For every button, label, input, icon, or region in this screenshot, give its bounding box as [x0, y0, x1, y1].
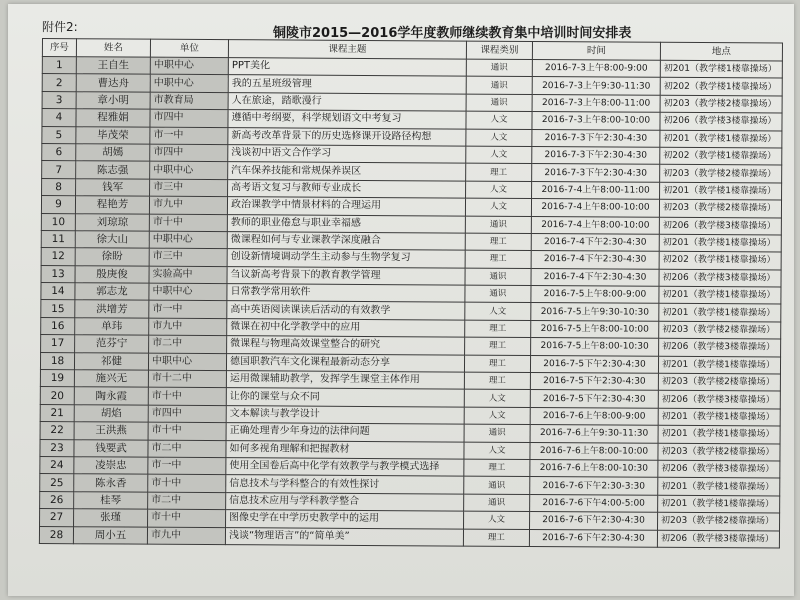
column-header-no: 序号 [42, 39, 76, 57]
place-cell: 初206（教学楼3楼靠操场） [660, 112, 782, 130]
unit-cell: 市教育局 [150, 92, 228, 110]
row-number-cell: 24 [40, 456, 74, 474]
teacher-name-cell: 胡嫣 [76, 144, 150, 162]
time-cell: 2016-7-6上午8:00-10:00 [530, 442, 658, 460]
course-category-cell: 理工 [465, 250, 531, 268]
unit-cell: 市四中 [150, 144, 228, 162]
place-cell: 初201（教学楼1楼靠操场） [658, 425, 780, 443]
course-topic-cell: 如何多视角理解和把握教材 [226, 440, 464, 459]
unit-cell: 中职中心 [150, 162, 228, 180]
place-cell: 初203（教学楼2楼靠操场） [660, 95, 782, 113]
row-number-cell: 23 [40, 439, 74, 457]
unit-cell: 市一中 [148, 457, 226, 475]
row-number-cell: 11 [41, 230, 75, 248]
place-cell: 初201（教学楼1楼靠操场） [660, 60, 782, 78]
unit-cell: 市二中 [148, 440, 226, 458]
course-category-cell: 理工 [466, 163, 532, 181]
course-topic-cell: 图像史学在中学历史教学中的运用 [226, 510, 464, 529]
time-cell: 2016-7-3上午8:00-10:00 [532, 112, 660, 130]
course-topic-cell: 高中英语阅读课读后活动的有效教学 [227, 301, 465, 320]
course-topic-cell: 汽车保养技能和常规保养误区 [228, 162, 466, 181]
document-title: 铜陵市2015—2016学年度教师继续教育集中培训时间安排表 [273, 26, 632, 41]
place-cell: 初203（教学楼2楼靠操场） [658, 443, 780, 461]
course-topic-cell: 浅谈“物理语言”的“简单美” [225, 527, 463, 546]
teacher-name-cell: 王洪燕 [74, 422, 148, 440]
time-cell: 2016-7-3下午2:30-4:30 [532, 129, 660, 147]
row-number-cell: 3 [42, 91, 76, 109]
row-number-cell: 27 [40, 509, 74, 527]
unit-cell: 实验高中 [149, 266, 227, 284]
course-topic-cell: 我的五星班级管理 [228, 75, 466, 94]
course-topic-cell: 微课程如何与专业课教学深度融合 [227, 232, 465, 251]
course-category-cell: 理工 [464, 459, 530, 477]
teacher-name-cell: 陶永霞 [74, 387, 148, 405]
teacher-name-cell: 张瑾 [74, 509, 148, 527]
place-cell: 初202（教学楼1楼靠操场） [660, 78, 782, 96]
unit-cell: 中职中心 [149, 283, 227, 301]
time-cell: 2016-7-3下午2:30-4:30 [532, 164, 660, 182]
place-cell: 初203（教学楼2楼靠操场） [658, 373, 780, 391]
course-category-cell: 理工 [464, 372, 530, 390]
teacher-name-cell: 郭志龙 [75, 283, 149, 301]
time-cell: 2016-7-5下午2:30-4:30 [530, 373, 658, 391]
place-cell: 初206（教学楼3楼靠操场） [659, 269, 781, 287]
unit-cell: 市九中 [149, 318, 227, 336]
course-category-cell: 通识 [464, 476, 530, 494]
teacher-name-cell: 祁健 [74, 352, 148, 370]
course-category-cell: 人文 [466, 129, 532, 147]
place-cell: 初202（教学楼1楼靠操场） [659, 252, 781, 270]
time-cell: 2016-7-4下午2:30-4:30 [531, 251, 659, 269]
time-cell: 2016-7-3上午9:30-11:30 [532, 77, 660, 95]
time-cell: 2016-7-5上午8:00-10:30 [531, 338, 659, 356]
course-topic-cell: 信息技术与学科整合的有效性探讨 [226, 475, 464, 494]
time-cell: 2016-7-4上午8:00-11:00 [532, 181, 660, 199]
time-cell: 2016-7-5下午2:30-4:30 [530, 390, 658, 408]
teacher-name-cell: 王自生 [76, 57, 150, 75]
course-topic-cell: 浅谈初中语文合作学习 [228, 145, 466, 164]
place-cell: 初201（教学楼1楼靠操场） [658, 408, 780, 426]
course-topic-cell: 使用全国卷后高中化学有效教学与教学模式选择 [226, 458, 464, 477]
course-topic-cell: 刍议新高考背景下的教育教学管理 [227, 266, 465, 285]
course-category-cell: 通识 [466, 94, 532, 112]
row-number-cell: 25 [40, 474, 74, 492]
course-topic-cell: 正确处理青少年身边的法律问题 [226, 423, 464, 442]
teacher-name-cell: 曹达舟 [76, 74, 150, 92]
course-category-cell: 人文 [466, 146, 532, 164]
time-cell: 2016-7-5上午8:00-9:00 [531, 286, 659, 304]
teacher-name-cell: 程雅娟 [76, 109, 150, 127]
time-cell: 2016-7-4上午8:00-10:00 [531, 199, 659, 217]
course-topic-cell: 教师的职业倦怠与职业幸福感 [227, 214, 465, 233]
course-topic-cell: 微课程与物理高效课堂整合的研究 [227, 336, 465, 355]
place-cell: 初206（教学楼3楼靠操场） [657, 530, 779, 548]
teacher-name-cell: 周小五 [73, 526, 147, 544]
schedule-table [39, 38, 783, 548]
unit-cell: 市一中 [149, 301, 227, 319]
column-header-place: 地点 [660, 42, 782, 61]
row-number-cell: 7 [42, 161, 76, 179]
course-topic-cell: 文本解读与教学设计 [226, 405, 464, 424]
teacher-name-cell: 徐大山 [75, 231, 149, 249]
course-category-cell: 通识 [464, 494, 530, 512]
course-category-cell: 人文 [465, 303, 531, 321]
course-topic-cell: 政治课教学中情景材料的合理运用 [227, 197, 465, 216]
place-cell: 初202（教学楼1楼靠操场） [660, 147, 782, 165]
column-header-category: 课程类别 [466, 41, 532, 59]
course-category-cell: 人文 [465, 198, 531, 216]
time-cell: 2016-7-3上午8:00-11:00 [532, 94, 660, 112]
unit-cell: 市四中 [150, 109, 228, 127]
place-cell: 初201（教学楼1楼靠操场） [659, 304, 781, 322]
time-cell: 2016-7-5上午8:00-10:00 [531, 320, 659, 338]
teacher-name-cell: 凌崇忠 [74, 457, 148, 475]
unit-cell: 市十二中 [148, 370, 226, 388]
course-category-cell: 人文 [464, 407, 530, 425]
unit-cell: 市九中 [149, 196, 227, 214]
place-cell: 初201（教学楼1楼靠操场） [658, 478, 780, 496]
course-topic-cell: 信息技术应用与学科教学整合 [226, 492, 464, 511]
time-cell: 2016-7-4上午8:00-10:00 [531, 216, 659, 234]
teacher-name-cell: 徐盼 [75, 248, 149, 266]
column-header-topic: 课程主题 [228, 40, 466, 59]
time-cell: 2016-7-4下午2:30-4:30 [531, 233, 659, 251]
time-cell: 2016-7-4下午2:30-4:30 [531, 268, 659, 286]
course-category-cell: 通识 [466, 59, 532, 77]
unit-cell: 中职中心 [149, 231, 227, 249]
row-number-cell: 15 [41, 300, 75, 318]
time-cell: 2016-7-6上午9:30-11:30 [530, 425, 658, 443]
row-number-cell: 21 [40, 404, 74, 422]
row-number-cell: 12 [41, 248, 75, 266]
row-number-cell: 20 [40, 387, 74, 405]
unit-cell: 市九中 [147, 527, 225, 545]
unit-cell: 市三中 [150, 179, 228, 197]
teacher-name-cell: 范芬宁 [75, 335, 149, 353]
place-cell: 初201（教学楼1楼靠操场） [658, 356, 780, 374]
course-category-cell: 人文 [464, 390, 530, 408]
row-number-cell: 18 [40, 352, 74, 370]
row-number-cell: 13 [41, 265, 75, 283]
row-number-cell: 8 [42, 178, 76, 196]
unit-cell: 市三中 [149, 248, 227, 266]
row-number-cell: 28 [39, 526, 73, 544]
place-cell: 初201（教学楼1楼靠操场） [659, 286, 781, 304]
time-cell: 2016-7-5上午9:30-10:30 [531, 303, 659, 321]
course-category-cell: 理工 [465, 337, 531, 355]
course-category-cell: 通识 [466, 76, 532, 94]
unit-cell: 市一中 [150, 127, 228, 145]
unit-cell: 中职中心 [148, 353, 226, 371]
time-cell: 2016-7-3上午8:00-9:00 [532, 59, 660, 77]
time-cell: 2016-7-5下午2:30-4:30 [530, 355, 658, 373]
attachment-label: 附件2: [42, 20, 78, 34]
course-category-cell: 通识 [465, 285, 531, 303]
column-header-name: 姓名 [76, 39, 150, 57]
row-number-cell: 9 [41, 196, 75, 214]
row-number-cell: 5 [42, 126, 76, 144]
unit-cell: 市十中 [148, 509, 226, 527]
teacher-name-cell: 钱军 [76, 178, 150, 196]
course-topic-cell: 微课在初中化学教学中的应用 [227, 318, 465, 337]
teacher-name-cell: 毕茂荣 [76, 126, 150, 144]
teacher-name-cell: 刘琼琼 [75, 213, 149, 231]
course-topic-cell: PPT美化 [228, 58, 466, 77]
row-number-cell: 6 [42, 143, 76, 161]
place-cell: 初201（教学楼1楼靠操场） [660, 130, 782, 148]
place-cell: 初206（教学楼3楼靠操场） [658, 460, 780, 478]
row-number-cell: 10 [41, 213, 75, 231]
time-cell: 2016-7-6下午2:30-4:30 [529, 529, 657, 547]
place-cell: 初206（教学楼3楼靠操场） [659, 217, 781, 235]
course-topic-cell: 遵循中考纲要，科学规划语文中考复习 [228, 110, 466, 129]
teacher-name-cell: 钱要武 [74, 439, 148, 457]
course-topic-cell: 新高考改革背景下的历史选修课开设路径构想 [228, 127, 466, 146]
course-category-cell: 理工 [465, 233, 531, 251]
time-cell: 2016-7-6下午2:30-3:30 [530, 477, 658, 495]
place-cell: 初206（教学楼3楼靠操场） [659, 339, 781, 357]
column-header-unit: 单位 [150, 39, 228, 57]
course-category-cell: 人文 [466, 111, 532, 129]
unit-cell: 市二中 [149, 335, 227, 353]
place-cell: 初203（教学楼2楼靠操场） [659, 199, 781, 217]
place-cell: 初203（教学楼2楼靠操场） [659, 321, 781, 339]
unit-cell: 市十中 [148, 422, 226, 440]
time-cell: 2016-7-6上午8:00-9:00 [530, 407, 658, 425]
course-topic-cell: 德国职教汽车文化课程最新动态分享 [226, 353, 464, 372]
teacher-name-cell: 胡焰 [74, 405, 148, 423]
course-category-cell: 通识 [464, 424, 530, 442]
course-category-cell: 人文 [464, 442, 530, 460]
row-number-cell: 4 [42, 109, 76, 127]
course-category-cell: 理工 [464, 355, 530, 373]
teacher-name-cell: 程艳芳 [75, 196, 149, 214]
unit-cell: 中职中心 [150, 75, 228, 93]
row-number-cell: 1 [42, 57, 76, 75]
place-cell: 初201（教学楼1楼靠操场） [660, 182, 782, 200]
place-cell: 初201（教学楼1楼靠操场） [658, 495, 780, 513]
course-topic-cell: 让你的课堂与众不同 [226, 388, 464, 407]
unit-cell: 市十中 [148, 475, 226, 493]
row-number-cell: 22 [40, 422, 74, 440]
place-cell: 初201（教学楼1楼靠操场） [659, 234, 781, 252]
row-number-cell: 17 [41, 335, 75, 353]
row-number-cell: 26 [40, 491, 74, 509]
time-cell: 2016-7-6上午8:00-10:30 [530, 459, 658, 477]
teacher-name-cell: 陈志强 [76, 161, 150, 179]
teacher-name-cell: 桂琴 [74, 491, 148, 509]
place-cell: 初203（教学楼2楼靠操场） [658, 512, 780, 530]
unit-cell: 市四中 [148, 405, 226, 423]
course-category-cell: 通识 [465, 216, 531, 234]
teacher-name-cell: 殷庚俊 [75, 265, 149, 283]
course-topic-cell: 创设新情境调动学生主动参与生物学复习 [227, 249, 465, 268]
teacher-name-cell: 施兴无 [74, 370, 148, 388]
course-category-cell: 通识 [465, 268, 531, 286]
course-topic-cell: 高考语文复习与教师专业成长 [228, 179, 466, 198]
course-topic-cell: 人在旅途，踏歌漫行 [228, 92, 466, 111]
teacher-name-cell: 章小明 [76, 91, 150, 109]
unit-cell: 市十中 [149, 214, 227, 232]
unit-cell: 市二中 [148, 492, 226, 510]
course-category-cell: 人文 [466, 181, 532, 199]
row-number-cell: 16 [41, 317, 75, 335]
teacher-name-cell: 单玮 [75, 318, 149, 336]
unit-cell: 市十中 [148, 388, 226, 406]
course-category-cell: 理工 [465, 320, 531, 338]
column-header-time: 时间 [532, 41, 660, 60]
course-topic-cell: 日常教学常用软件 [227, 284, 465, 303]
place-cell: 初206（教学楼3楼靠操场） [658, 391, 780, 409]
course-category-cell: 理工 [463, 529, 529, 547]
place-cell: 初203（教学楼2楼靠操场） [660, 165, 782, 183]
teacher-name-cell: 洪增芳 [75, 300, 149, 318]
unit-cell: 中职中心 [150, 57, 228, 75]
time-cell: 2016-7-3下午2:30-4:30 [532, 146, 660, 164]
course-topic-cell: 运用微课辅助教学，发挥学生课堂主体作用 [226, 371, 464, 390]
row-number-cell: 14 [41, 283, 75, 301]
teacher-name-cell: 陈永香 [74, 474, 148, 492]
time-cell: 2016-7-6下午2:30-4:30 [530, 512, 658, 530]
row-number-cell: 19 [40, 370, 74, 388]
time-cell: 2016-7-6下午4:00-5:00 [530, 494, 658, 512]
row-number-cell: 2 [42, 74, 76, 92]
course-category-cell: 人文 [464, 511, 530, 529]
